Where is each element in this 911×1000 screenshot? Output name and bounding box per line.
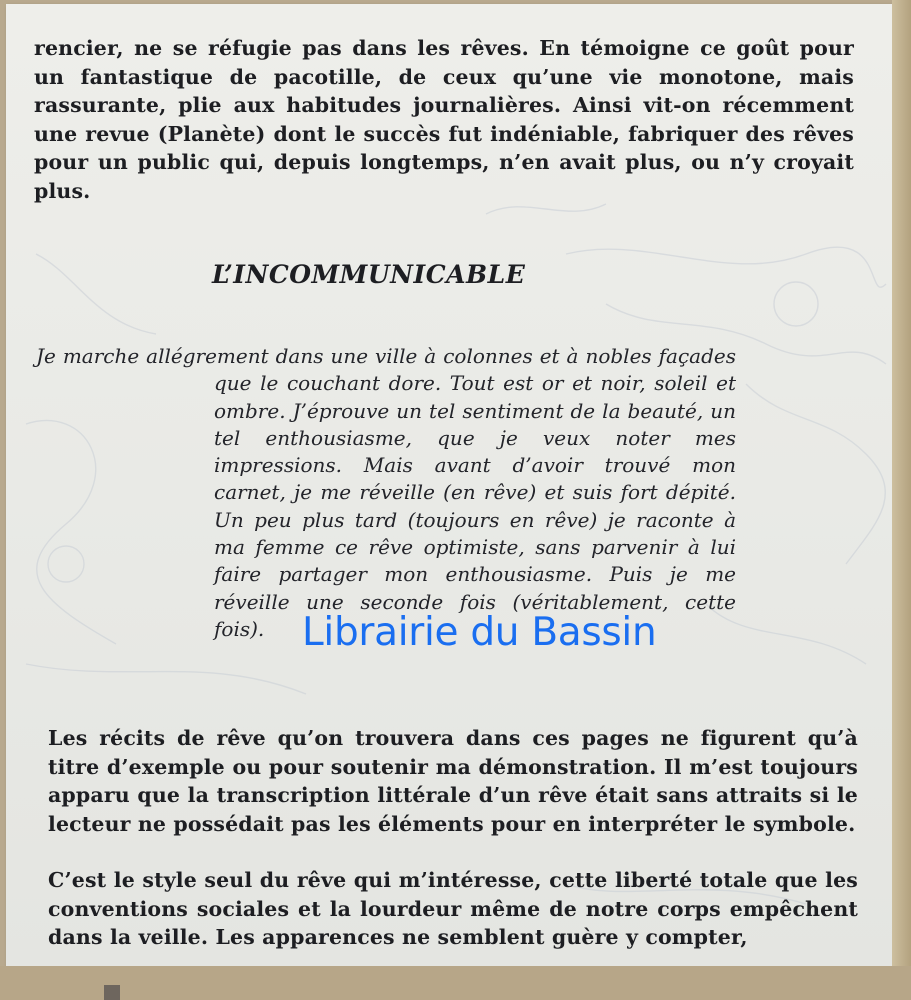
body-paragraph-3: C’est le style seul du rêve qui m’intéresse, cette liberté totale que les conventions sociales et la lourdeur même de notre corps empêchent dans la veille. Les apparences ne semblent guère y compter, <box>48 868 858 949</box>
bookseller-watermark: Librairie du Bassin <box>302 610 657 655</box>
body-paragraph-2: Les récits de rêve qu’on trouvera dans ces pages ne figurent qu’à titre d’exemple ou pour soutenir ma démonstration. Il m’est toujours apparu que la transcription littérale d’un rêve était sans attraits si le lecteur ne possédait pas les éléments pour en interpréter le symbole. <box>48 726 858 836</box>
book-page <box>6 4 892 966</box>
book-cover-bottom <box>0 966 911 1000</box>
page-edge <box>892 0 911 1000</box>
bookmark-ribbon <box>104 985 120 1000</box>
dream-quote: Je marche allégrement dans une ville à colonnes et à nobles façades que le couchant dore. Tout est or et noir, soleil et ombre. J’éprouve un tel sentiment de la beauté, un tel enthousiasme, que je veux noter mes impressions. Mais avant d’avoir trouvé mon carnet, je me réveille (en rêve) et suis fort dépité. Un peu plus tard (toujours en rêve) je raconte à ma femme ce rêve optimiste, sans parvenir à lui faire partager mon enthousiasme. Puis je me réveille une seconde fois (véritablement, cette fois). <box>36 344 736 641</box>
body-paragraph-1: rencier, ne se réfugie pas dans les rêves. En témoigne ce goût pour un fantastique de pacotille, de ceux qu’une vie monotone, mais rassurante, plie aux habitudes journalières. Ainsi vit-on récemment une revue (Planète) dont le succès fut indéniable, fabriquer des rêves pour un public qui, depuis longtemps, n’en avait plus, ou n’y croyait plus. <box>34 36 854 203</box>
section-title: L’INCOMMUNICABLE <box>212 260 526 289</box>
